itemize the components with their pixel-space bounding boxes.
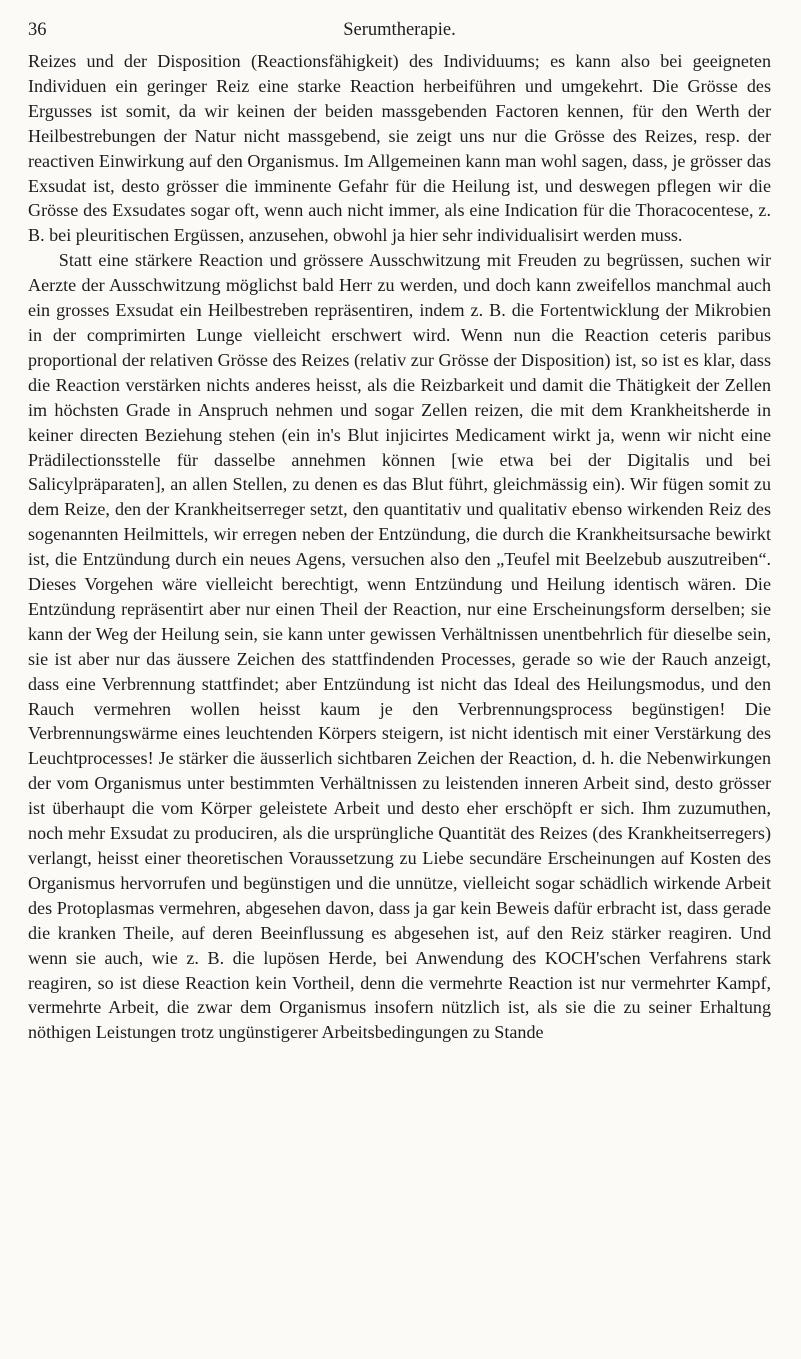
page-number: 36	[28, 20, 47, 40]
paragraph-2: Statt eine stärkere Reaction und grössere Ausschwitzung mit Freuden zu begrüssen, suchen wir Aerzte der Ausschwitzung möglichst bald Herr zu werden, und doch kann zweifellos manchmal auch ein grosses Exsudat ein Heilbestreben repräsentiren, indem z. B. die Fortentwicklung der Mikrobien in der comprimirten Lunge vielleicht erschwert wird. Wenn nun die Reaction ceteris paribus proportional der relativen Grösse des Reizes (relativ zur Grösse der Disposition) ist, so ist es klar, dass die Reaction verstärken nichts anderes heisst, als die Reizbarkeit und damit die Thätigkeit der Zellen im höchsten Grade in Anspruch nehmen und sogar Zellen reizen, die mit dem Krankheitsherde in keiner directen Beziehung stehen (ein in's Blut injicirtes Medicament wirkt ja, wenn wir nicht eine Prädilectionsstelle für dasselbe annehmen können [wie etwa bei der Digitalis und bei Salicylpräparaten], an allen Stellen, zu denen es das Blut führt, gleichmässig ein). Wir fügen somit zu dem Reize, den der Krankheitserreger setzt, den quantitativ und qualitativ ebenso wirkenden Reiz des sogenannten Heilmittels, wir erregen neben der Entzündung, die durch die Krankheitsursache bewirkt ist, die Entzündung durch ein neues Agens, versuchen also den „Teufel mit Beelzebub auszutreiben“. Dieses Vorgehen wäre vielleicht berechtigt, wenn Entzündung und Heilung identisch wären. Die Entzündung repräsentirt aber nur einen Theil der Reaction, nur eine Erscheinungsform derselben; sie kann der Weg der Heilung sein, sie kann unter gewissen Verhältnissen unentbehrlich für dieselbe sein, sie ist aber nur das äussere Zeichen des stattfindenden Processes, gerade so wie der Rauch anzeigt, dass eine Verbrennung stattfindet; aber Entzündung ist nicht das Ideal des Heilungsmodus, und den Rauch vermehren wollen heisst kaum je den Verbrennungsprocess begünstigen! Die Verbrennungswärme eines leuchtenden Körpers steigern, ist nicht identisch mit einer Verstärkung des Leuchtprocesses! Je stärker die äusserlich sichtbaren Zeichen der Reaction, d. h. die Nebenwirkungen der vom Organismus unter bestimmten Verhältnissen zu leistenden inneren Arbeit sind, desto grösser ist überhaupt die vom Körper geleistete Arbeit und desto eher erschöpft er sich. Ihm zuzumuthen, noch mehr Exsudat zu produciren, als die ursprüngliche Quantität des Reizes (des Krankheitserregers) verlangt, heisst einer theoretischen Voraussetzung zu Liebe secundäre Erscheinungen auf Kosten des Organismus hervorrufen und begünstigen und die unnütze, vielleicht sogar schädlich wirkende Arbeit des Protoplasmas vermehren, abgesehen davon, dass ja gar kein Beweis dafür erbracht ist, dass gerade die kranken Theile, auf deren Beeinflussung es abgesehen ist, auf den Reiz stärker reagiren. Und wenn sie auch, wie z. B. die lupösen Herde, bei Anwendung des KOCH'schen Verfahrens stark reagiren, so ist diese Reaction kein Vortheil, denn die vermehrte Reaction ist nur vermehrter Kampf, vermehrte Arbeit, die zwar dem Organismus insofern nützlich ist, als sie die zu seiner Erhaltung nöthigen Leistungen trotz ungünstigerer Arbeitsbedingungen zu Stande	[28, 250, 771, 1043]
paragraph-1: Reizes und der Disposition (Reactionsfähigkeit) des Individuums; es kann also bei geeigneten Individuen ein geringer Reiz eine starke Reaction herbeiführen und umgekehrt. Die Grösse des Ergusses ist somit, da wir keinen der beiden massgebenden Factoren kennen, für den Werth der Heilbestrebungen der Natur nicht massgebend, sie zeigt uns nur die Grösse des Reizes, resp. der reactiven Einwirkung auf den Organismus. Im Allgemeinen kann man wohl sagen, dass, je grösser das Exsudat ist, desto grösser die imminente Gefahr für die Heilung ist, und deswegen pflegen wir die Grösse des Exsudates sogar oft, wenn auch nicht immer, als eine Indication für die Thoracocentese, z. B. bei pleuritischen Ergüssen, anzusehen, obwohl ja hier sehr individualisirt werden muss.	[28, 51, 771, 246]
running-title: Serumtherapie.	[343, 20, 456, 40]
body-text	[28, 49, 771, 1045]
page-header	[28, 18, 771, 46]
